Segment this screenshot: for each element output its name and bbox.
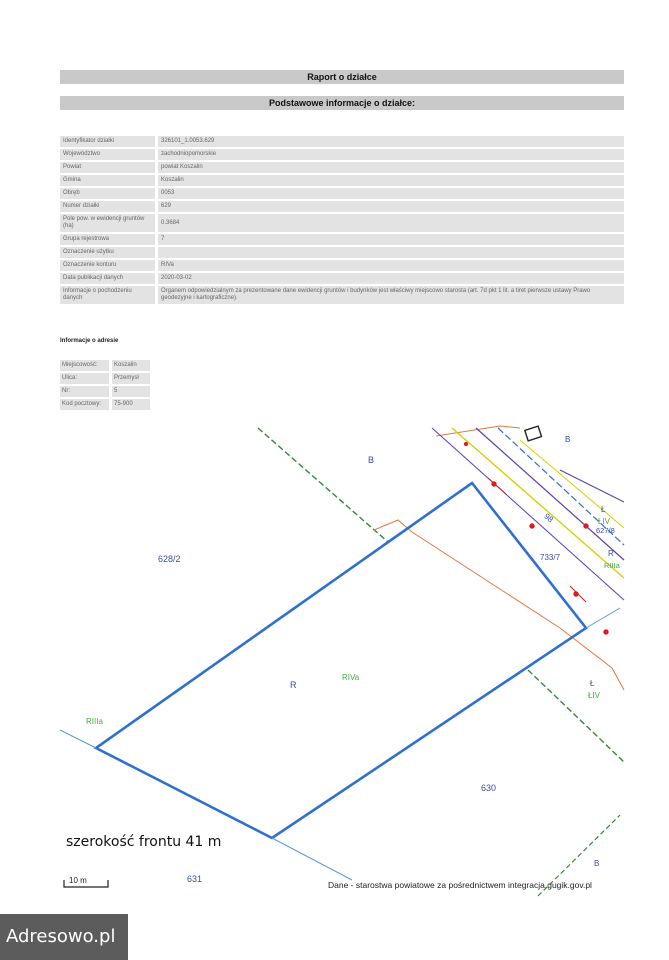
road-line xyxy=(560,470,624,502)
row-key: Obręb xyxy=(60,188,158,199)
row-value: zachodniopomorskie xyxy=(158,149,624,160)
row-value: 7 xyxy=(158,234,624,245)
row-key: Nr: xyxy=(60,386,112,397)
row-key: Data publikacji danych xyxy=(60,273,158,284)
table-row xyxy=(60,149,624,160)
row-value: 629 xyxy=(158,201,624,212)
table-row xyxy=(60,201,624,212)
label-riiia: RIIIa xyxy=(86,717,103,726)
table-row xyxy=(60,360,150,371)
row-value: 0.3684 xyxy=(158,214,624,232)
building-symbol xyxy=(525,426,542,441)
row-value: powiat Koszalin xyxy=(158,162,624,173)
road-line xyxy=(520,440,624,528)
address-section-title: Informacje o adresie xyxy=(60,338,119,344)
green-boundary-right xyxy=(528,670,624,762)
row-value: 326101_1.0053.629 xyxy=(158,136,624,147)
road-line xyxy=(452,428,624,578)
label-627-8: 627/8 xyxy=(596,526,615,535)
row-key: Oznaczenie konturu xyxy=(60,260,158,271)
row-value: Koszalin xyxy=(158,175,624,186)
table-row xyxy=(60,162,624,173)
table-row xyxy=(60,234,624,245)
green-boundary-left xyxy=(258,428,388,542)
label-r-center: R xyxy=(290,680,297,690)
row-value: RIVa xyxy=(158,260,624,271)
label-630: 630 xyxy=(481,783,497,793)
label-liv-1: ŁIV xyxy=(598,517,611,526)
row-value: Organem odpowiedzialnym za prezentowane dane ewidencji gruntów i budynków jest właściwy miejscowo starosta (art. 7d pkt 1 lit. a tiret pierwsze ustawy Prawo geodezyjne i kartograficzne). xyxy=(158,286,624,304)
label-riiia-right: RIIIa xyxy=(604,561,620,570)
label-l-1: Ł xyxy=(601,505,606,514)
parcel-map[interactable] xyxy=(0,420,669,900)
table-row xyxy=(60,247,624,258)
label-r-right: R xyxy=(608,549,614,558)
label-road-98: 98 xyxy=(542,511,555,525)
table-row xyxy=(60,286,624,304)
address-table xyxy=(60,358,150,412)
label-riva: RIVa xyxy=(342,673,360,682)
label-b-corner: B xyxy=(565,435,571,444)
orange-boundary-top xyxy=(436,426,520,436)
row-value: 5 xyxy=(112,386,150,397)
label-733-7: 733/7 xyxy=(540,553,561,562)
row-value: 0053 xyxy=(158,188,624,199)
parcel-edge-line xyxy=(272,838,352,880)
table-row xyxy=(60,214,624,232)
table-row xyxy=(60,399,150,410)
row-key: Identyfikator działki xyxy=(60,136,158,147)
row-value: 2020-03-02 xyxy=(158,273,624,284)
parcel-629-outline[interactable] xyxy=(96,483,586,838)
report-subtitle: Podstawowe informacje o działce: xyxy=(60,96,624,110)
report-title: Raport o działce xyxy=(60,70,624,84)
parcel-edge-line xyxy=(60,730,96,748)
row-key: Gmina xyxy=(60,175,158,186)
row-key: Numer działki xyxy=(60,201,158,212)
row-key: Kod pocztowy: xyxy=(60,399,112,410)
row-key: Pole pow. w ewidencji gruntów (ha) xyxy=(60,214,158,232)
row-key: Województwo xyxy=(60,149,158,160)
parcel-info-table xyxy=(60,134,624,306)
data-source-note: Dane - starostwa powiatowe za pośrednictwem integracja.gugik.gov.pl xyxy=(328,880,592,890)
table-row xyxy=(60,188,624,199)
scale-bar-label: 10 m xyxy=(69,876,87,885)
row-key: Ulica: xyxy=(60,373,112,384)
label-liv-2: ŁIV xyxy=(588,691,601,700)
table-row xyxy=(60,386,150,397)
label-628-2: 628/2 xyxy=(158,554,181,564)
row-key: Grupa rejestrowa xyxy=(60,234,158,245)
table-row xyxy=(60,373,150,384)
watermark-logo: Adresowo.pl xyxy=(0,914,128,960)
row-value: Koszalin xyxy=(112,360,150,371)
table-row xyxy=(60,175,624,186)
row-key: Informacje o pochodzeniu danych xyxy=(60,286,158,304)
label-631: 631 xyxy=(187,874,203,884)
frontage-width-note: szerokość frontu 41 m xyxy=(66,834,222,850)
table-row xyxy=(60,260,624,271)
row-key: Powiat xyxy=(60,162,158,173)
parcel-edge-line xyxy=(586,608,620,628)
table-row xyxy=(60,136,624,147)
red-markers xyxy=(464,442,608,634)
row-value xyxy=(158,247,624,258)
road-line xyxy=(432,428,624,600)
row-value: Przemysł xyxy=(112,373,150,384)
label-b-top: B xyxy=(368,455,375,465)
row-key: Oznaczenie użytku xyxy=(60,247,158,258)
row-value: 75-900 xyxy=(112,399,150,410)
label-l-2: Ł xyxy=(590,679,595,688)
label-b-bottom: B xyxy=(594,859,600,868)
road-line xyxy=(476,428,624,560)
row-key: Miejscowość: xyxy=(60,360,112,371)
table-row xyxy=(60,273,624,284)
